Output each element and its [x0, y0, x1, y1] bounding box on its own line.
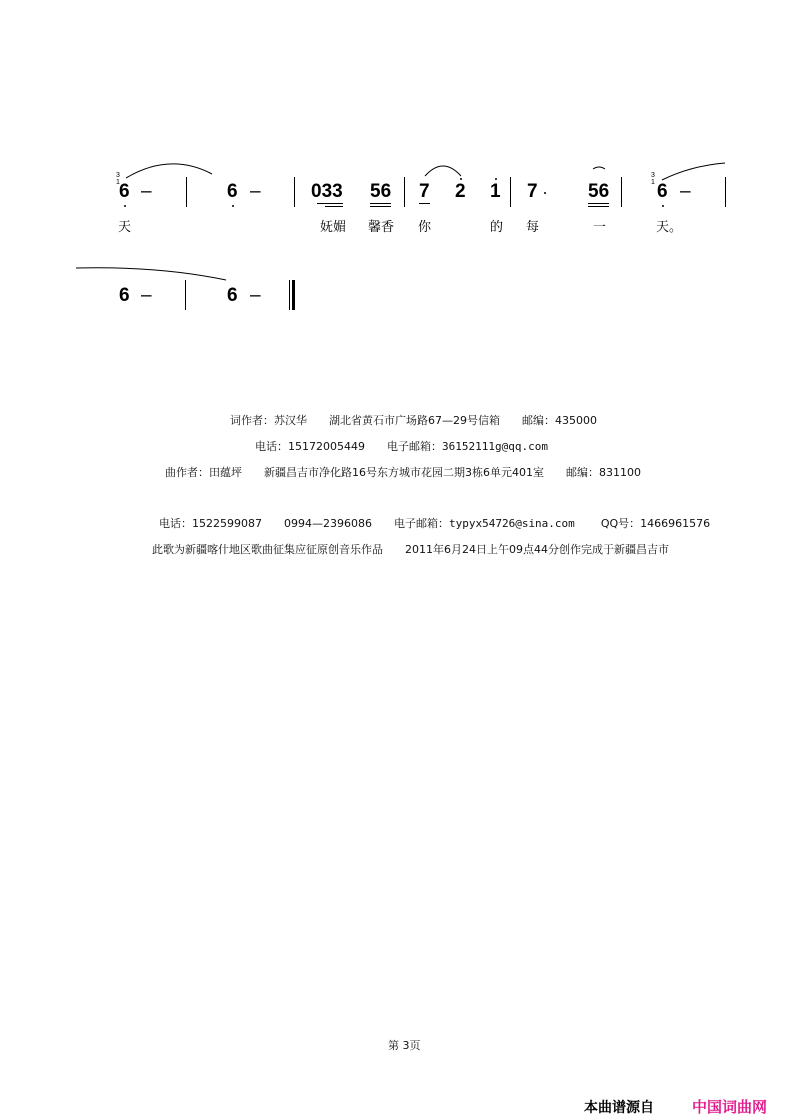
lyricist-info: 词作者：苏汉华 湖北省黄石市广场路67—29号信箱 邮编：435000	[230, 414, 597, 427]
lyric: 妩媚	[320, 220, 347, 235]
note: 6	[119, 285, 130, 306]
dash: –	[680, 181, 691, 202]
high-dot	[495, 178, 497, 180]
note: 7	[419, 181, 430, 202]
barline	[186, 177, 187, 207]
barline	[185, 280, 186, 310]
grace-note: 3 1	[116, 172, 120, 186]
final-barline-thick	[292, 280, 295, 310]
low-dot	[124, 205, 126, 207]
note: 1	[490, 181, 501, 202]
note: 2	[455, 181, 466, 202]
slur	[425, 166, 461, 176]
note: 033	[311, 181, 343, 202]
low-dot	[662, 205, 664, 207]
slur	[593, 167, 605, 169]
lyricist-email: 36152111g@qq.com	[441, 440, 548, 453]
barline	[725, 177, 726, 207]
note-group	[370, 181, 391, 203]
grace-note: 3 1	[651, 172, 655, 186]
low-dot	[232, 205, 234, 207]
lyric: 每	[526, 220, 540, 235]
note: 56	[370, 181, 392, 202]
page-number: 第 3页	[388, 1039, 421, 1052]
note: 6	[657, 181, 668, 202]
note: 6	[227, 285, 238, 306]
composer-phone: 电话：1522599087 0994—2396086 电子邮箱：	[159, 517, 449, 530]
high-dot	[460, 178, 462, 180]
footer-site-name[interactable]: 中国词曲网	[692, 1098, 768, 1116]
augmentation-dot	[544, 192, 546, 194]
note-group	[311, 181, 343, 203]
final-barline-thin	[289, 280, 290, 310]
lyricist-contact-label: 电话：15172005449 电子邮箱：	[255, 440, 442, 453]
underline	[370, 203, 391, 204]
underline	[588, 206, 609, 207]
lyric: 你	[418, 220, 432, 235]
composer-info: 曲作者：田蕴坪 新疆昌吉市净化路16号东方城市花园二期3栋6单元401室 邮编：831100	[165, 466, 641, 479]
dash: –	[250, 285, 261, 306]
barline	[510, 177, 511, 207]
underline	[588, 203, 609, 204]
note: 6	[227, 181, 238, 202]
lyric: 的	[490, 220, 504, 235]
lyric: 天。	[656, 220, 683, 235]
slur	[126, 164, 212, 178]
lyric: 一	[593, 220, 607, 235]
barline	[621, 177, 622, 207]
underline	[325, 206, 343, 207]
footer-source-label: 本曲谱源自	[584, 1100, 654, 1116]
lyricist-contact	[255, 440, 548, 454]
note-group	[588, 181, 609, 203]
underline	[317, 203, 343, 204]
slur	[662, 163, 725, 180]
underline	[419, 203, 430, 204]
note: 56	[588, 181, 610, 202]
barline	[404, 177, 405, 207]
lyric: 馨香	[368, 220, 395, 235]
composer-email: typyx54726@sina.com	[448, 517, 575, 530]
composer-qq: QQ号：1466961576	[600, 517, 711, 530]
underline	[370, 206, 391, 207]
slur	[76, 268, 226, 280]
barline	[294, 177, 295, 207]
work-note: 此歌为新疆喀什地区歌曲征集应征原创音乐作品 2011年6月24日上午09点44分创作完成于新疆昌吉市	[152, 543, 669, 556]
dash: –	[250, 181, 261, 202]
composer-contact	[159, 517, 710, 531]
dash: –	[141, 181, 152, 202]
note-group	[419, 181, 430, 203]
lyric: 天	[118, 220, 132, 235]
note: 7	[527, 181, 538, 202]
dash: –	[141, 285, 152, 306]
note: 6	[119, 181, 130, 202]
